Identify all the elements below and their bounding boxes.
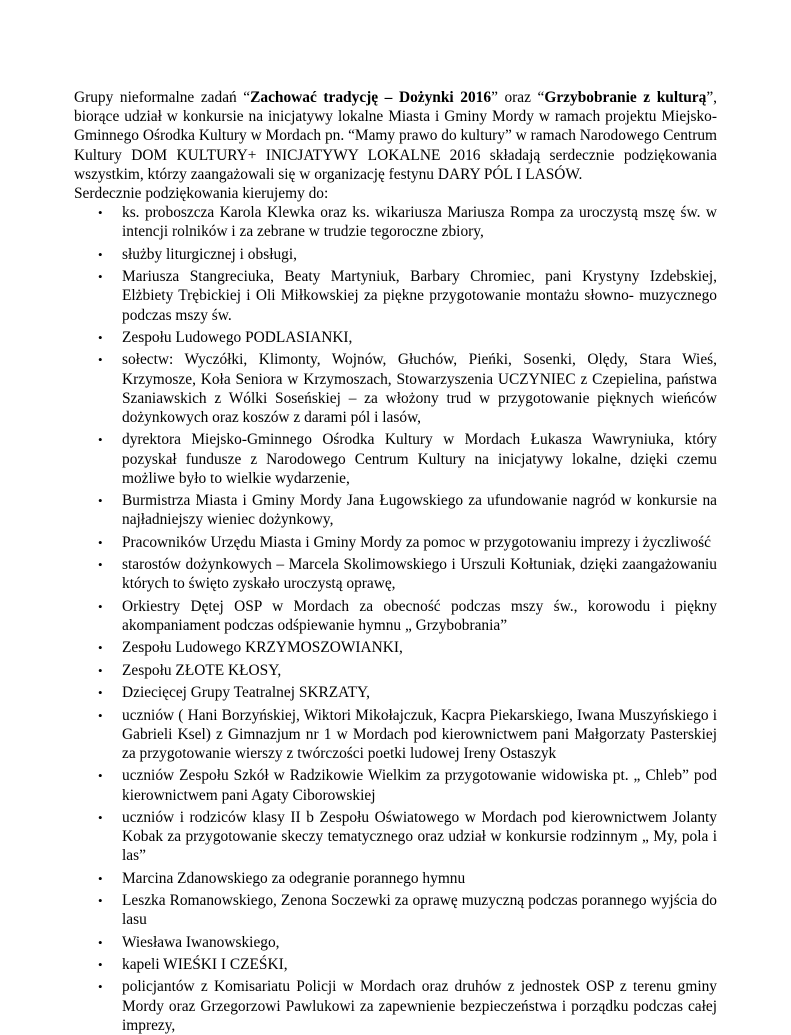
list-item bbox=[98, 891, 717, 929]
list-item bbox=[98, 328, 717, 347]
intro-paragraph bbox=[74, 88, 717, 184]
list-item-text: uczniów i rodziców klasy II b Zespołu Oświatowego w Mordach pod kierownictwem Jolanty Kobak za przygotowanie skeczy tematycznego oraz udział w konkursie rodzinnym „ My, pola i las” bbox=[122, 808, 717, 865]
list-item bbox=[98, 203, 717, 241]
list-item-text: uczniów ( Hani Borzyńskiej, Wiktori Mikołajczuk, Kacpra Piekarskiego, Iwana Muszyńskiego i Gabrieli Ksel) z Gimnazjum nr 1 w Mordach pod kierownictwem pani Małgorzaty Pasterskiej za przygotowanie wierszy z twórczości poetki ludowej Ireny Ostaszyk bbox=[122, 706, 717, 762]
list-item-text: Zespołu Ludowego PODLASIANKI, bbox=[122, 329, 353, 346]
list-item-text: dyrektora Miejsko-Gminnego Ośrodka Kultury w Mordach Łukasza Wawryniuka, który pozyskał fundusze z Narodowego Centrum Kultury na inicjatywy lokalne, dzięki czemu możliwe było to wielkie wydarzenie, bbox=[122, 431, 717, 487]
list-item bbox=[98, 683, 717, 702]
list-item bbox=[98, 350, 717, 427]
bullet-icon: • bbox=[98, 640, 103, 656]
bullet-icon: • bbox=[98, 330, 103, 345]
bullet-icon: • bbox=[98, 598, 103, 614]
bullet-icon: • bbox=[98, 809, 103, 825]
list-item bbox=[98, 245, 717, 264]
list-item bbox=[98, 808, 717, 866]
list-item bbox=[98, 267, 717, 325]
bullet-icon: • bbox=[98, 246, 103, 262]
bullet-icon: • bbox=[98, 870, 103, 886]
bullet-icon: • bbox=[98, 269, 103, 285]
list-item-text: kapeli WIEŚKI I CZEŚKI, bbox=[122, 956, 288, 974]
bullet-icon: • bbox=[98, 957, 103, 973]
list-item bbox=[98, 869, 717, 888]
bullet-icon: • bbox=[98, 707, 103, 723]
bullet-icon: • bbox=[98, 685, 103, 701]
list-item-text: policjantów z Komisariatu Policji w Mordach oraz druhów z jednostek OSP z terenu gminy Mordy oraz Grzegorzowi Pawlukowi za zapewnienie bezpieczeństwa i porządku podczas całej imprezy, bbox=[122, 978, 717, 1034]
bullet-icon: • bbox=[98, 557, 103, 573]
bullet-icon: • bbox=[98, 205, 103, 221]
bullet-icon: • bbox=[98, 934, 103, 950]
intro-text-1: Grupy nieformalne zadań “ bbox=[74, 89, 251, 106]
list-item-text: służby liturgicznej i obsługi, bbox=[122, 245, 297, 263]
list-item-text: Marcina Zdanowskiego za odegranie porannego hymnu bbox=[122, 869, 466, 887]
list-item bbox=[98, 533, 717, 552]
bullet-icon: • bbox=[98, 662, 103, 678]
list-item bbox=[98, 597, 717, 635]
list-item-text: Zespołu Ludowego KRZYMOSZOWIANKI, bbox=[122, 639, 403, 657]
list-item bbox=[98, 555, 717, 593]
bullet-icon: • bbox=[98, 534, 103, 550]
list-item bbox=[98, 933, 717, 952]
project-title-1: Zachować tradycję – Dożynki 2016 bbox=[250, 89, 492, 106]
list-item bbox=[98, 638, 717, 657]
list-item-text: Dziecięcej Grupy Teatralnej SKRZATY, bbox=[122, 684, 370, 702]
list-item-text: Mariusza Stangreciuka, Beaty Martyniuk, Barbary Chromiec, pani Krystyny Izdebskiej, Elżbiety Trębickiej i Oli Miłkowskiej za piękne przygotowanie montażu słowno- muzycznego podczas mszy św. bbox=[122, 268, 717, 324]
bullet-icon: • bbox=[98, 432, 103, 448]
intro-text-2: ” oraz “ bbox=[491, 89, 545, 106]
list-item-text: Zespołu ZŁOTE KŁOSY, bbox=[122, 661, 282, 679]
lead-line: Serdecznie podziękowania kierujemy do: bbox=[74, 185, 329, 203]
list-item-text: Wiesława Iwanowskiego, bbox=[122, 933, 280, 951]
list-item-text: Burmistrza Miasta i Gminy Mordy Jana Ługowskiego za ufundowanie nagród w konkursie na najładniejszy wieniec dożynkowy, bbox=[122, 492, 717, 529]
list-item-text: starostów dożynkowych – Marcela Skolimowskiego i Urszuli Kołtuniak, dzięki zaangażowaniu których to święto zyskało uroczystą oprawę, bbox=[122, 556, 717, 593]
list-item-text: sołectw: Wyczółki, Klimonty, Wojnów, Głuchów, Pieńki, Sosenki, Olędy, Stara Wieś, Krzymosze, Koła Seniora w Krzymoszach, Stowarzyszenia UCZYNIEC z Czepielina, państwa Szaniawskich z Wólki Soseńskiej – za włożony trud w przygotowanie pięknych wieńców dożynkowych oraz koszów z darami pól i lasów, bbox=[122, 351, 717, 426]
list-item bbox=[98, 977, 717, 1035]
list-item bbox=[98, 430, 717, 488]
list-item bbox=[98, 661, 717, 680]
bullet-icon: • bbox=[98, 352, 103, 368]
intro-text-3: ”, biorące udział w konkursie na inicjatywy lokalne Miasta i Gminy Mordy w ramach projektu Miejsko-Gminnego Ośrodka Kultury w Mordach pn. “Mamy prawo do kultury” w ramach Narodowego Centrum Kultury DOM KULTURY+ INICJATYWY LOKALNE 2016 składają serdecznie podziękowania wszystkim, którzy zaangażowali się w organizację festynu DARY PÓL I LASÓW. bbox=[74, 89, 717, 183]
list-item bbox=[98, 706, 717, 764]
bullet-icon: • bbox=[98, 768, 103, 784]
list-item-text: Pracowników Urzędu Miasta i Gminy Mordy za pomoc w przygotowaniu imprezy i życzliwość bbox=[122, 533, 711, 551]
list-item-text: uczniów Zespołu Szkół w Radzikowie Wielkim za przygotowanie widowiska pt. „ Chleb” pod kierownictwem pani Agaty Ciborowskiej bbox=[122, 767, 717, 804]
list-item-text: ks. proboszcza Karola Klewka oraz ks. wikariusza Mariusza Rompa za uroczystą mszę św. w intencji rolników i za zebrane w trudzie tegoroczne zbiory, bbox=[122, 204, 717, 241]
list-item bbox=[98, 766, 717, 804]
project-title-2: Grzybobranie z kulturą bbox=[544, 89, 707, 106]
thanks-list bbox=[74, 203, 717, 1035]
bullet-icon: • bbox=[98, 979, 103, 995]
bullet-icon: • bbox=[98, 893, 103, 909]
list-item bbox=[98, 955, 717, 974]
list-item-text: Orkiestry Dętej OSP w Mordach za obecność podczas mszy św., korowodu i piękny akompaniament podczas odśpiewanie hymnu „ Grzybobrania” bbox=[122, 597, 717, 634]
list-item-text: Leszka Romanowskiego, Zenona Soczewki za oprawę muzyczną podczas porannego wyjścia do lasu bbox=[122, 892, 717, 929]
bullet-icon: • bbox=[98, 493, 103, 509]
list-item bbox=[98, 491, 717, 529]
